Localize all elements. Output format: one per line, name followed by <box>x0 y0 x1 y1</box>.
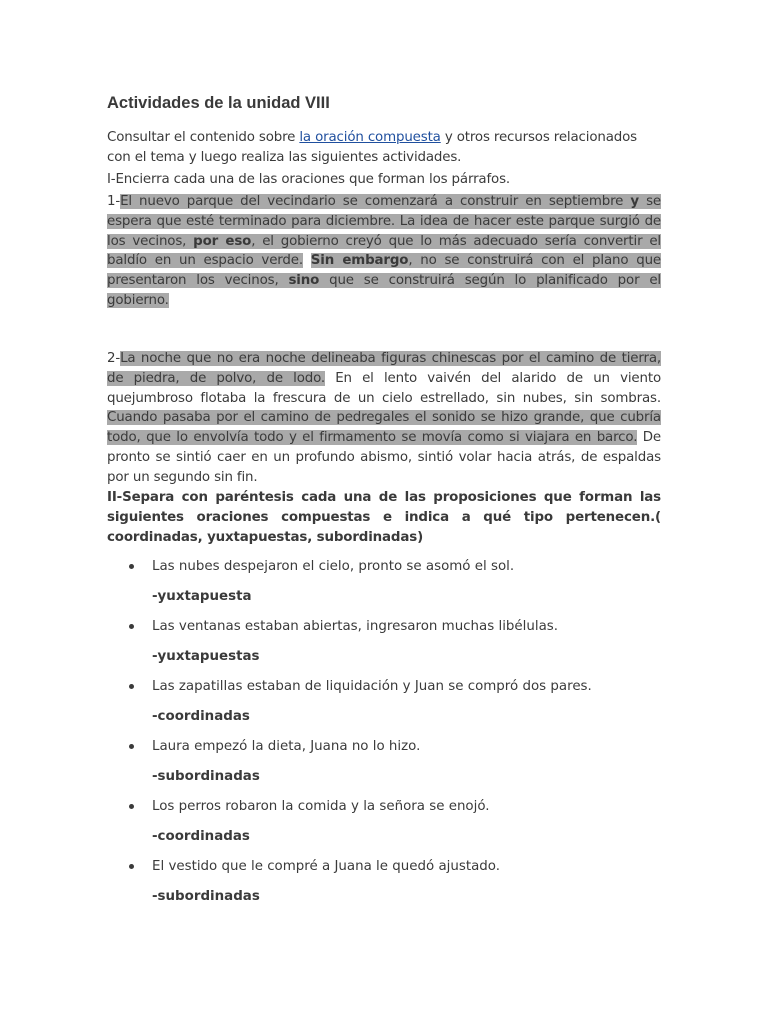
bullet-icon <box>129 864 134 869</box>
bullet-icon <box>129 684 134 689</box>
p1-s3-text-b: que se construirá según lo planificado por el gobierno. <box>107 272 661 308</box>
oracion-compuesta-link[interactable]: la oración compuesta <box>299 130 441 145</box>
list-item <box>107 677 661 727</box>
bullet-icon <box>129 804 134 809</box>
p2-sentence-3: Cuando pasaba por el camino de pedregales el sonido se hizo grande, que cubría todo, que lo envolvía todo y el firmamento se movía como si viajara en barco. <box>107 410 661 446</box>
page-title: Actividades de la unidad VIII <box>107 94 330 112</box>
exercise-answer: -subordinadas <box>152 889 260 905</box>
paragraph-2 <box>107 349 661 487</box>
exercise-answer: -yuxtapuestas <box>152 649 260 665</box>
list-item <box>107 557 661 607</box>
p1-s2-text-b: , el gobierno creyó que lo más adecuado sería convertir el baldío en un espacio verde. <box>107 233 661 269</box>
bullet-icon <box>129 624 134 629</box>
p2-sentence-1: La noche que no era noche delineaba figuras chinescas por el camino de tierra, de piedra, de polvo, de lodo. <box>107 351 661 387</box>
intro-paragraph <box>107 128 661 167</box>
list-item <box>107 797 661 847</box>
paragraph-1-number: 1- <box>107 194 121 210</box>
exercise-sentence: Las ventanas estaban abiertas, ingresaron muchas libélulas. <box>152 619 559 635</box>
bullet-icon <box>129 744 134 749</box>
instruction-2: II-Separa con paréntesis cada una de las proposiciones que forman las siguientes oraciones compuestas e indica a qué tipo pertenecen.( coordinadas, yuxtapuestas, subordinadas) <box>107 490 661 545</box>
paragraph-1 <box>107 192 661 310</box>
exercise-answer: -subordinadas <box>152 769 260 785</box>
exercise-sentence: Las nubes despejaron el cielo, pronto se asomó el sol. <box>152 559 515 575</box>
list-item <box>107 857 661 907</box>
p1-s2-connector: por eso <box>193 233 252 249</box>
p1-s3-text-a: , no se construirá con el plano que presentaron los vecinos, <box>107 253 661 288</box>
document-content <box>107 92 661 917</box>
exercise-sentence: El vestido que le compré a Juana le quedó ajustado. <box>152 859 500 875</box>
p1-s2-text-a: La idea de hacer este parque surgió de los vecinos, <box>107 213 662 249</box>
intro-text-after: y otros recursos relacionados con el tema y luego realiza las siguientes actividades. <box>107 130 637 165</box>
exercise-list <box>107 557 661 907</box>
exercise-sentence: Laura empezó la dieta, Juana no lo hizo. <box>152 739 421 755</box>
list-item <box>107 617 661 667</box>
exercise-answer: -yuxtapuesta <box>152 589 252 605</box>
p1-s1-text-a: El nuevo parque del vecindario se comenzará a construir en septiembre <box>120 194 631 210</box>
p1-s1-text-b: se espera que esté terminado para diciembre. <box>107 194 661 229</box>
paragraph-spacer <box>107 310 661 349</box>
paragraph-2-number: 2- <box>107 351 121 367</box>
p1-s3-connector-2: sino <box>288 272 320 288</box>
exercise-sentence: Los perros robaron la comida y la señora se enojó. <box>152 799 490 815</box>
exercise-sentence: Las zapatillas estaban de liquidación y Juan se compró dos pares. <box>152 679 592 695</box>
instruction-1: I-Encierra cada una de las oraciones que forman los párrafos. <box>107 172 511 188</box>
intro-text-before: Consultar el contenido sobre <box>107 130 300 145</box>
p2-sentence-4: De pronto se sintió caer en un profundo abismo, sintió volar hacia atrás, de espaldas por un segundo sin fin. <box>107 430 661 485</box>
list-item <box>107 737 661 787</box>
p1-s3-connector: Sin embargo <box>310 253 409 269</box>
exercise-answer: -coordinadas <box>152 829 250 845</box>
p1-s1-connector: y <box>630 194 639 210</box>
bullet-icon <box>129 564 134 569</box>
p2-sentence-2: En el lento vaivén del alarido de un viento quejumbroso flotaba la frescura de un cielo estrellado, sin nubes, sin sombras. <box>107 371 661 406</box>
exercise-answer: -coordinadas <box>152 709 250 725</box>
